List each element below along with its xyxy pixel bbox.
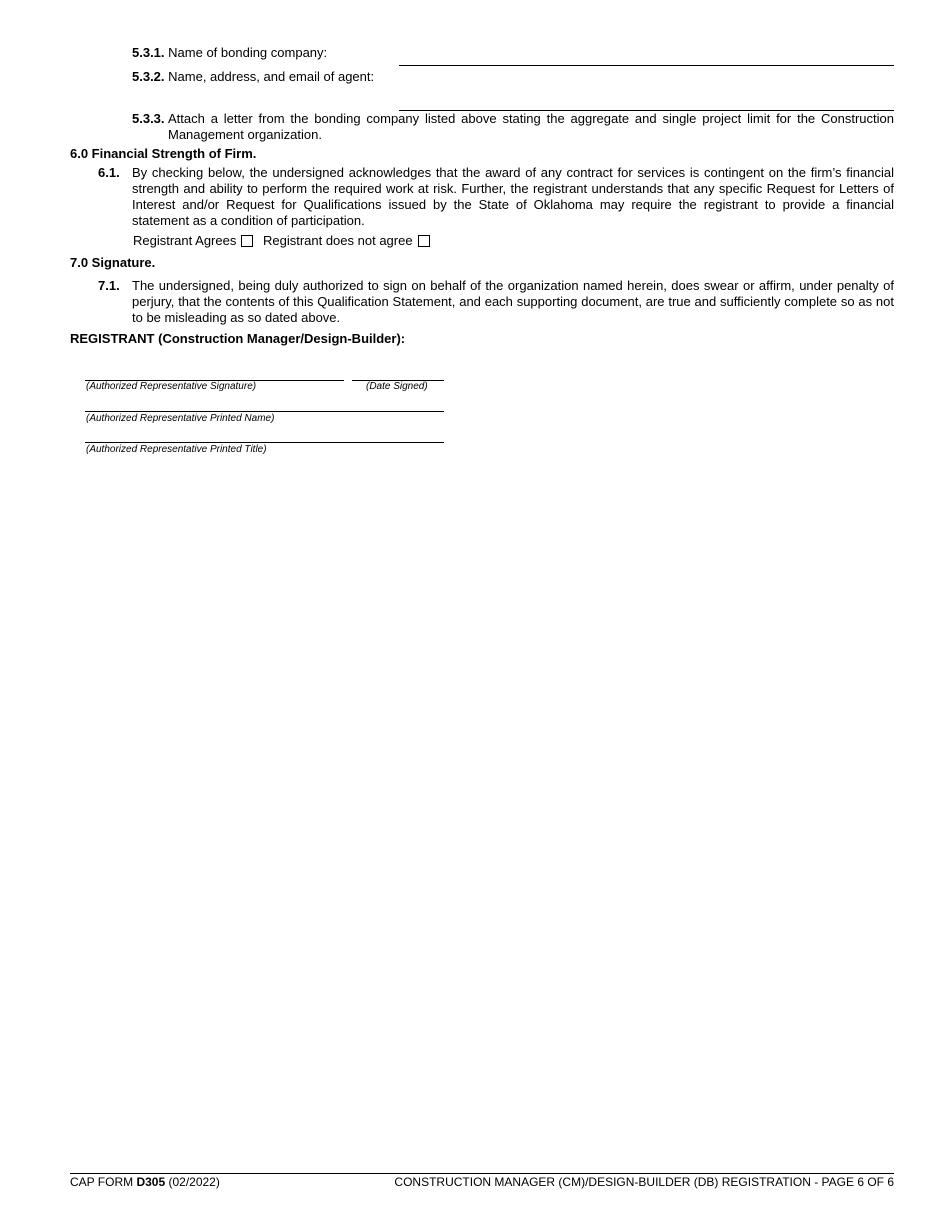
section-6-heading: 6.0 Financial Strength of Firm. (70, 146, 257, 161)
agreement-row (133, 233, 430, 248)
item-5-3-2-label: Name, address, and email of agent: (168, 69, 375, 84)
registrant-heading: REGISTRANT (Construction Manager/Design-Builder): (70, 331, 406, 346)
printed-title-line[interactable] (85, 442, 444, 443)
item-5-3-2-number: 5.3.2. (132, 69, 165, 84)
printed-name-caption: (Authorized Representative Printed Name) (86, 413, 275, 424)
item-6-1-text: By checking below, the undersigned acknowledges that the award of any contract for services is contingent on the firm’s financial strength and ability to perform the required work at risk. Further, the registrant understands that any specific Request for Letters of Interest and/or Request for Qualifications issued by the State of Oklahoma may require the registrant to provide a financial statement as a condition of participation. (132, 165, 894, 228)
item-5-3-3-text: Attach a letter from the bonding company listed above stating the aggregate and single project limit for the Construction Management organization. (168, 111, 894, 142)
item-5-3-1 (132, 45, 327, 60)
item-5-3-2 (132, 69, 374, 84)
agree-label: Registrant Agrees (133, 233, 237, 248)
item-7-1-number: 7.1. (98, 278, 120, 293)
disagree-checkbox[interactable] (418, 235, 430, 247)
footer-page-title: CONSTRUCTION MANAGER (CM)/DESIGN-BUILDER (DB) REGISTRATION - PAGE 6 OF 6 (394, 1175, 894, 1189)
footer-form-code: D305 (136, 1175, 166, 1189)
signature-caption: (Authorized Representative Signature) (86, 381, 257, 392)
footer-form-prefix: CAP FORM (70, 1175, 137, 1189)
item-6-1-number: 6.1. (98, 165, 120, 180)
footer-form-date: (02/2022) (165, 1175, 220, 1189)
printed-title-caption: (Authorized Representative Printed Title) (86, 444, 267, 455)
bonding-company-field[interactable] (399, 65, 894, 66)
item-7-1-text: The undersigned, being duly authorized to sign on behalf of the organization named herein, does swear or affirm, under penalty of perjury, that the contents of this Qualification Statement, and each supporting document, are true and sufficiently complete so as not to be misleading as so dated above. (132, 278, 894, 325)
printed-name-line[interactable] (85, 411, 444, 412)
disagree-label: Registrant does not agree (262, 233, 413, 248)
section-7-heading: 7.0 Signature. (70, 255, 156, 270)
item-5-3-3-number: 5.3.3. (132, 111, 165, 126)
item-5-3-1-number: 5.3.1. (132, 45, 165, 60)
footer-rule (70, 1173, 894, 1174)
footer-form-id (70, 1175, 220, 1189)
agree-checkbox[interactable] (241, 235, 253, 247)
date-signed-caption: (Date Signed) (366, 381, 428, 392)
item-5-3-1-label: Name of bonding company: (168, 45, 328, 60)
